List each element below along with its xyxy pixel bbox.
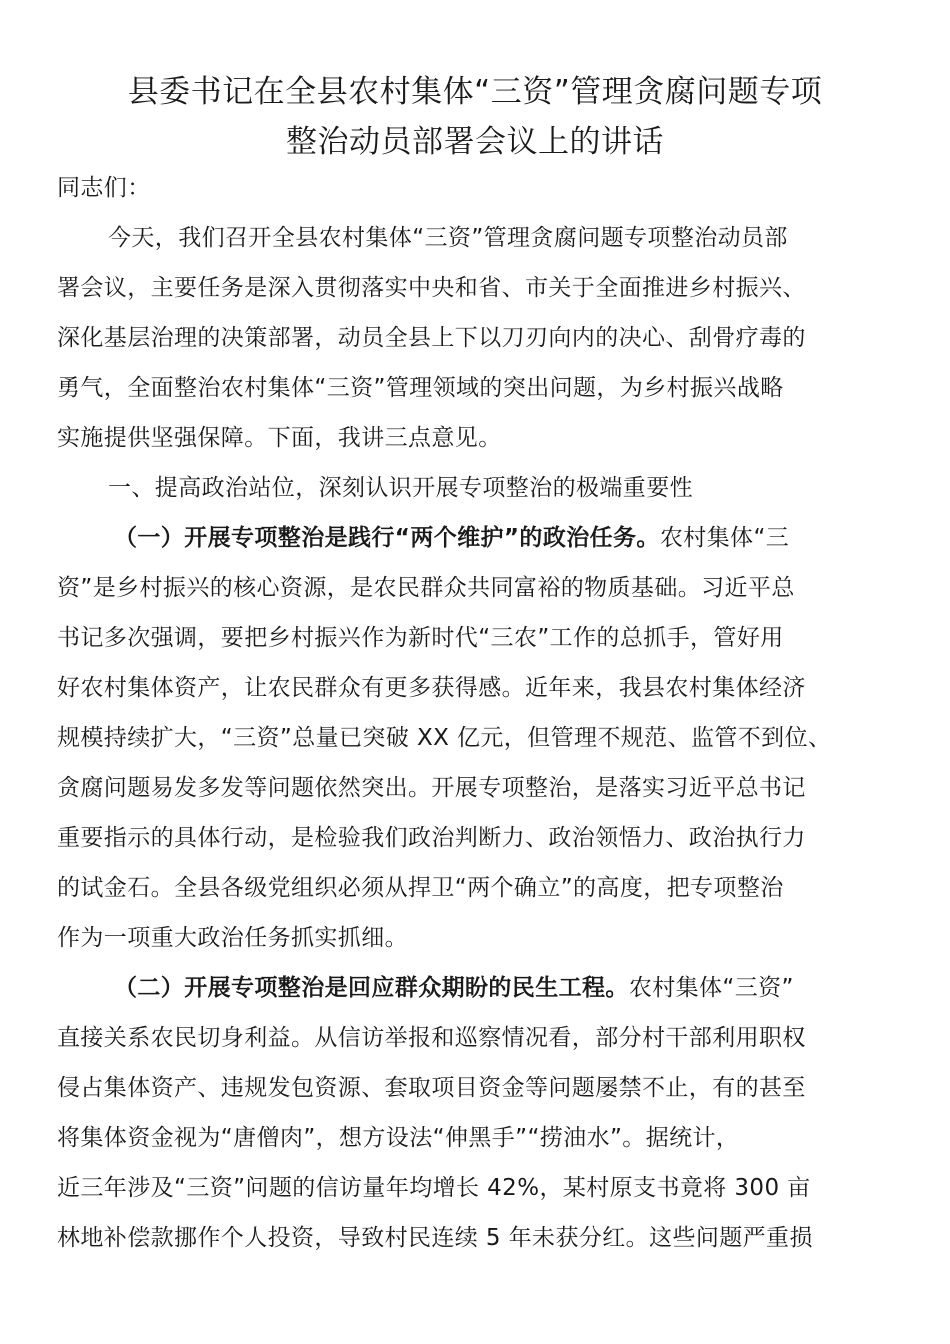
subsection-1-first-line bbox=[114, 520, 789, 556]
subsection-1-line-3: 书记多次强调，要把乡村振兴作为新时代“三农”工作的总抓手，管好用 bbox=[57, 625, 784, 651]
subsection-2-heading: （二）开展专项整治是回应群众期盼的民生工程。 bbox=[114, 975, 629, 1001]
intro-line-1: 今天，我们召开全县农村集体“三资”管理贪腐问题专项整治动员部 bbox=[108, 225, 788, 251]
intro-line-4: 勇气，全面整治农村集体“三资”管理领域的突出问题，为乡村振兴战略 bbox=[57, 375, 784, 401]
document-title-line-1: 县委书记在全县农村集体“三资”管理贪腐问题专项 bbox=[127, 74, 823, 110]
subsection-2-line-3: 侵占集体资产、违规发包资源、套取项目资金等问题屡禁不止，有的甚至 bbox=[57, 1075, 806, 1101]
intro-line-3: 深化基层治理的决策部署，动员全县上下以刀刃向内的决心、刮骨疗毒的 bbox=[57, 325, 806, 351]
section-1-heading: 一、提高政治站位，深刻认识开展专项整治的极端重要性 bbox=[108, 475, 693, 501]
subsection-1-first-line-text: 农村集体“三 bbox=[659, 525, 790, 551]
subsection-2-first-line bbox=[114, 970, 794, 1006]
subsection-1-line-6: 贪腐问题易发多发等问题依然突出。开展专项整治，是落实习近平总书记 bbox=[57, 775, 806, 801]
salutation: 同志们： bbox=[57, 175, 151, 201]
subsection-2-line-4: 将集体资金视为“唐僧肉”，想方设法“伸黑手”“捞油水”。据统计， bbox=[57, 1125, 740, 1151]
document-title-line-2: 整治动员部署会议上的讲话 bbox=[286, 124, 664, 160]
subsection-2-line-6: 林地补偿款挪作个人投资，导致村民连续 5 年未获分红。这些问题严重损 bbox=[57, 1225, 813, 1251]
subsection-1-line-7: 重要指示的具体行动，是检验我们政治判断力、政治领悟力、政治执行力 bbox=[57, 825, 806, 851]
subsection-2-first-line-text: 农村集体“三资” bbox=[628, 975, 794, 1001]
subsection-1-line-5: 规模持续扩大，“三资”总量已突破 XX 亿元，但管理不规范、监管不到位、 bbox=[57, 725, 832, 751]
subsection-1-line-8: 的试金石。全县各级党组织必须从捍卫“两个确立”的高度，把专项整治 bbox=[57, 875, 784, 901]
intro-line-2: 署会议，主要任务是深入贯彻落实中央和省、市关于全面推进乡村振兴、 bbox=[57, 275, 806, 301]
subsection-1-line-9: 作为一项重大政治任务抓实抓细。 bbox=[57, 925, 408, 951]
subsection-1-line-4: 好农村集体资产，让农民群众有更多获得感。近年来，我县农村集体经济 bbox=[57, 675, 806, 701]
subsection-2-line-5: 近三年涉及“三资”问题的信访量年均增长 42%，某村原支书竟将 300 亩 bbox=[57, 1175, 811, 1201]
subsection-2-line-2: 直接关系农民切身利益。从信访举报和巡察情况看，部分村干部利用职权 bbox=[57, 1025, 806, 1051]
intro-line-5: 实施提供坚强保障。下面，我讲三点意见。 bbox=[57, 425, 502, 451]
subsection-1-heading: （一）开展专项整治是践行“两个维护”的政治任务。 bbox=[114, 525, 660, 551]
subsection-1-line-2: 资”是乡村振兴的核心资源，是农民群众共同富裕的物质基础。习近平总 bbox=[57, 575, 795, 601]
